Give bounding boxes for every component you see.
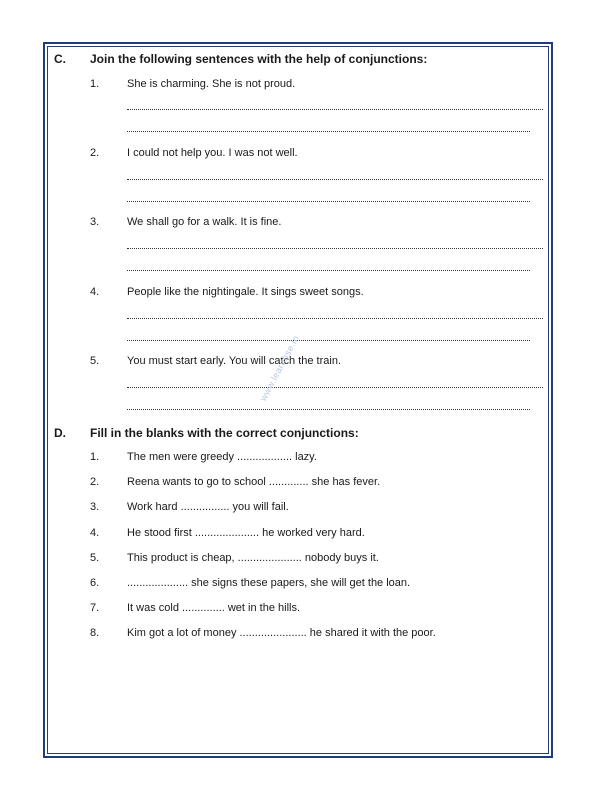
section-c-item-number: 2. [90,147,100,159]
section-d-item-number: 2. [90,476,100,488]
section-c-title: Join the following sentences with the help of conjunctions: [90,52,428,66]
section-d-item-number: 7. [90,602,100,614]
section-d-item-number: 1. [90,451,100,463]
section-d-letter: D. [54,426,66,440]
answer-line[interactable] [127,387,543,388]
answer-line[interactable] [127,318,543,319]
section-c-item-text: You must start early. You will catch the train. [127,355,342,367]
answer-line[interactable] [127,201,530,202]
section-d-item-text: He stood first ..................... he worked very hard. [127,527,365,539]
section-d-item-number: 6. [90,577,100,589]
answer-line[interactable] [127,409,530,410]
answer-line[interactable] [127,131,530,132]
section-d-item-number: 5. [90,552,100,564]
section-c-item-text: We shall go for a walk. It is fine. [127,216,282,228]
section-d-item-text: Kim got a lot of money ...................... he shared it with the poor. [127,627,436,639]
answer-line[interactable] [127,248,543,249]
answer-line[interactable] [127,270,530,271]
section-d-item-text: Work hard ................ you will fail. [127,501,289,513]
section-c-item-text: She is charming. She is not proud. [127,78,296,90]
section-c-item-number: 5. [90,355,100,367]
section-d-item-text: It was cold .............. wet in the hills. [127,602,301,614]
answer-line[interactable] [127,179,543,180]
section-c-item-text: I could not help you. I was not well. [127,147,298,159]
section-d-item-number: 3. [90,501,100,513]
section-c-item-number: 1. [90,78,100,90]
section-c-item-number: 4. [90,286,100,298]
answer-line[interactable] [127,109,543,110]
section-d-item-text: This product is cheap, ..................... nobody buys it. [127,552,379,564]
section-d-item-number: 4. [90,527,100,539]
watermark: www.learnbse.in [258,333,302,403]
answer-line[interactable] [127,340,530,341]
section-d-title: Fill in the blanks with the correct conjunctions: [90,426,359,440]
section-c-item-number: 3. [90,216,100,228]
section-c-letter: C. [54,52,66,66]
section-c-item-text: People like the nightingale. It sings sweet songs. [127,286,364,298]
section-d-item-number: 8. [90,627,100,639]
section-d-item-text: .................... she signs these papers, she will get the loan. [127,577,411,589]
section-d-item-text: Reena wants to go to school ............. she has fever. [127,476,381,488]
section-d-item-text: The men were greedy .................. lazy. [127,451,317,463]
